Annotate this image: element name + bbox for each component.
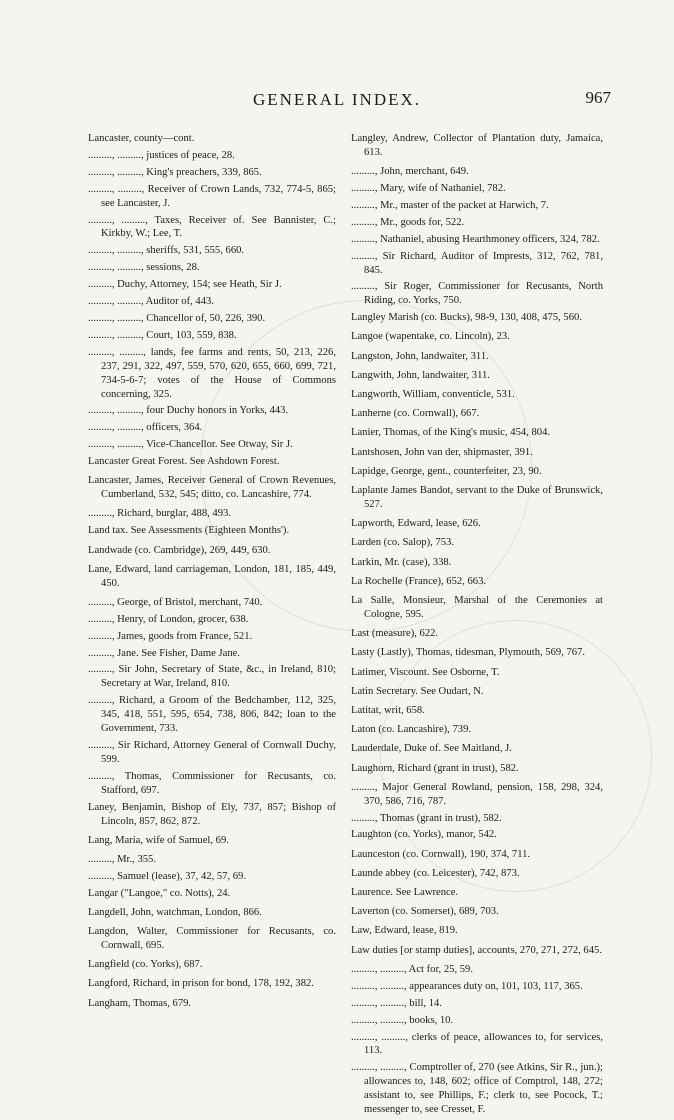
- index-entry: ........., ........., officers, 364.: [88, 422, 203, 434]
- index-entry: Landwade (co. Cambridge), 269, 449, 630.: [88, 544, 271, 556]
- index-entry: Langdon, Walter, Commissioner for Recusants, co. Cornwall, 695.: [88, 926, 336, 952]
- index-entry: ........., ........., sheriffs, 531, 555, 660.: [88, 245, 245, 257]
- index-entry: Latimer, Viscount. See Osborne, T.: [351, 666, 500, 678]
- index-entry: Lancaster, county—cont.: [88, 133, 195, 144]
- index-entry: ........., Jane. See Fisher, Dame Jane.: [88, 647, 240, 659]
- index-entry: ........., ........., lands, fee farms and rents, 50, 213, 226, 237, 291, 322, 497, 559, 570, 620, 655, 660, 699, 721, 734-5-6-7; votes of the House of Commons concerning, 325.: [88, 346, 336, 400]
- index-entry: La Rochelle (France), 652, 663.: [351, 575, 487, 587]
- index-entry: Launceston (co. Cornwall), 190, 374, 711.: [351, 848, 531, 860]
- index-entry: Langfield (co. Yorks), 687.: [88, 959, 203, 971]
- index-entry: Langar ("Langoe," co. Notts), 24.: [88, 887, 231, 899]
- index-entry: ........., ........., Act for, 25, 59.: [351, 963, 473, 975]
- index-entry: ........., Richard, burglar, 488, 493.: [88, 508, 231, 520]
- index-entry: ........., Richard, a Groom of the Bedchamber, 112, 325, 345, 418, 551, 595, 654, 738, 806, 842; loan to the Government, 733.: [88, 695, 336, 735]
- index-column-left: [88, 132, 336, 1016]
- index-entry: ........., ........., Court, 103, 559, 838.: [88, 329, 237, 341]
- index-entry: ........., ........., sessions, 28.: [88, 262, 200, 274]
- index-entry: Lane, Edward, land carriageman, London, 181, 185, 449, 450.: [88, 563, 336, 589]
- index-entry: ........., ........., Taxes, Receiver of. See Bannister, C.; Kirkby, W.; Lee, T.: [88, 214, 336, 240]
- index-entry: ........., John, merchant, 649.: [351, 166, 469, 178]
- index-entry: ........., ........., four Duchy honors in Yorks, 443.: [88, 405, 289, 417]
- index-entry: ........., Sir Roger, Commissioner for Recusants, North Riding, co. Yorks, 750.: [351, 281, 603, 307]
- index-entry: Larkin, Mr. (case), 338.: [351, 556, 452, 568]
- index-entry: Langley, Andrew, Collector of Plantation duty, Jamaica, 613.: [351, 133, 603, 158]
- index-entry: Lang, Maria, wife of Samuel, 69.: [88, 834, 229, 846]
- index-entry: Larden (co. Salop), 753.: [351, 537, 454, 549]
- index-entry: Lantshosen, John van der, shipmaster, 391.: [351, 446, 533, 458]
- index-entry: Langdell, John, watchman, London, 866.: [88, 906, 262, 918]
- index-entry: Lapidge, George, gent., counterfeiter, 23, 90.: [351, 465, 542, 477]
- index-entry: Langham, Thomas, 679.: [88, 997, 192, 1009]
- index-entry: Lancaster Great Forest. See Ashdown Forest.: [88, 456, 280, 468]
- index-entry: Laurence. See Lawrence.: [351, 887, 459, 899]
- index-entry: Laughton (co. Yorks), manor, 542.: [351, 829, 497, 841]
- index-entry: ........., Mr., master of the packet at Harwich, 7.: [351, 199, 549, 211]
- index-entry: Latitat, writ, 658.: [351, 704, 425, 716]
- index-entry: ........., Major General Rowland, pension, 158, 298, 324, 370, 586, 716, 787.: [351, 781, 603, 807]
- index-entry: ........., Samuel (lease), 37, 42, 57, 69.: [88, 870, 246, 882]
- index-entry: Lasty (Lastly), Thomas, tidesman, Plymouth, 569, 767.: [351, 647, 586, 659]
- index-entry: Langston, John, landwaiter, 311.: [351, 350, 489, 362]
- index-entry: Launde abbey (co. Leicester), 742, 873.: [351, 867, 520, 879]
- index-entry: Latin Secretary. See Oudart, N.: [351, 685, 484, 697]
- index-entry: ........., Mr., 355.: [88, 853, 156, 865]
- index-entry: Law duties [or stamp duties], accounts, 270, 271, 272, 645.: [351, 944, 602, 956]
- index-entry: Langwith, John, landwaiter, 311.: [351, 369, 490, 381]
- index-entry: Lanier, Thomas, of the King's music, 454, 804.: [351, 427, 551, 439]
- index-entry: ........., ........., Chancellor of, 50, 226, 390.: [88, 312, 266, 324]
- index-entry: ........., Mr., goods for, 522.: [351, 216, 465, 228]
- index-entry: ........., Sir Richard, Attorney General of Cornwall Duchy, 599.: [88, 740, 336, 765]
- index-entry: Langoe (wapentake, co. Lincoln), 23.: [351, 331, 510, 343]
- index-entry: ........., ........., Receiver of Crown Lands, 732, 774-5, 865; see Lancaster, J.: [88, 183, 336, 209]
- index-entry: Laney, Benjamin, Bishop of Ely, 737, 857; Bishop of Lincoln, 857, 862, 872.: [88, 801, 336, 827]
- page-number: 967: [585, 88, 611, 107]
- index-entry: Laplante James Bandot, servant to the Duke of Brunswick, 527.: [351, 485, 603, 510]
- index-column-right: [351, 132, 603, 1120]
- index-entry: Lancaster, James, Receiver General of Crown Revenues, Cumberland, 532, 545; ditto, co. Lancashire, 774.: [88, 475, 336, 501]
- index-entry: Laughorn, Richard (grant in trust), 582.: [351, 762, 519, 774]
- index-entry: ........., James, goods from France, 521.: [88, 630, 253, 642]
- index-entry: ........., ........., bill, 14.: [351, 997, 442, 1009]
- index-entry: ........., ........., Vice-Chancellor. See Otway, Sir J.: [88, 439, 293, 451]
- index-entry: ........., Sir John, Secretary of State, &c., in Ireland, 810; Secretary at War, Ireland, 810.: [88, 664, 336, 690]
- index-entry: ........., Henry, of London, grocer, 638.: [88, 613, 249, 625]
- index-entry: ........., ........., Auditor of, 443.: [88, 296, 214, 308]
- index-entry: Lauderdale, Duke of. See Maitland, J.: [351, 743, 512, 755]
- index-entry: ........., Sir Richard, Auditor of Imprests, 312, 762, 781, 845.: [351, 250, 603, 276]
- index-entry: Last (measure), 622.: [351, 628, 439, 640]
- index-entry: ........., ........., King's preachers, 339, 865.: [88, 166, 262, 178]
- index-entry: ........., Duchy, Attorney, 154; see Heath, Sir J.: [88, 279, 282, 291]
- index-entry: La Salle, Monsieur, Marshal of the Ceremonies at Cologne, 595.: [351, 595, 603, 620]
- index-entry: ........., Nathaniel, abusing Hearthmoney officers, 324, 782.: [351, 233, 600, 245]
- index-entry: Langley Marish (co. Bucks), 98-9, 130, 408, 475, 560.: [351, 312, 582, 324]
- index-entry: ........., Thomas (grant in trust), 582.: [351, 812, 502, 824]
- index-entry: Langford, Richard, in prison for bond, 178, 192, 382.: [88, 978, 314, 990]
- index-entry: ........., ........., Comptroller of, 270 (see Atkins, Sir R., jun.); allowances to, 148, 602; office of Comptrol, 148, 272; assistant to, see Phillips, F.; clerk to, see Pocock, T.; messenger to, see Cresset, F.: [351, 1062, 603, 1116]
- index-entry: Lanherne (co. Cornwall), 667.: [351, 408, 480, 420]
- page-title: GENERAL INDEX.: [252, 90, 422, 109]
- index-entry: Land tax. See Assessments (Eighteen Months').: [88, 525, 290, 537]
- index-entry: Law, Edward, lease, 819.: [351, 925, 458, 937]
- index-entry: ........., Thomas, Commissioner for Recusants, co. Stafford, 697.: [88, 770, 336, 796]
- index-entry: Langworth, William, conventicle, 531.: [351, 389, 515, 401]
- index-entry: ........., George, of Bristol, merchant, 740.: [88, 596, 263, 608]
- index-entry: ........., ........., clerks of peace, allowances to, for services, 113.: [351, 1031, 603, 1057]
- index-entry: ........., ........., appearances duty on, 101, 103, 117, 365.: [351, 980, 583, 992]
- index-entry: Laton (co. Lancashire), 739.: [351, 724, 472, 736]
- index-entry: Laverton (co. Somerset), 689, 703.: [351, 906, 499, 918]
- index-entry: Lapworth, Edward, lease, 626.: [351, 518, 481, 530]
- index-entry: ........., Mary, wife of Nathaniel, 782.: [351, 183, 506, 195]
- index-entry: ........., ........., justices of peace, 28.: [88, 149, 235, 161]
- index-entry: ........., ........., books, 10.: [351, 1014, 454, 1026]
